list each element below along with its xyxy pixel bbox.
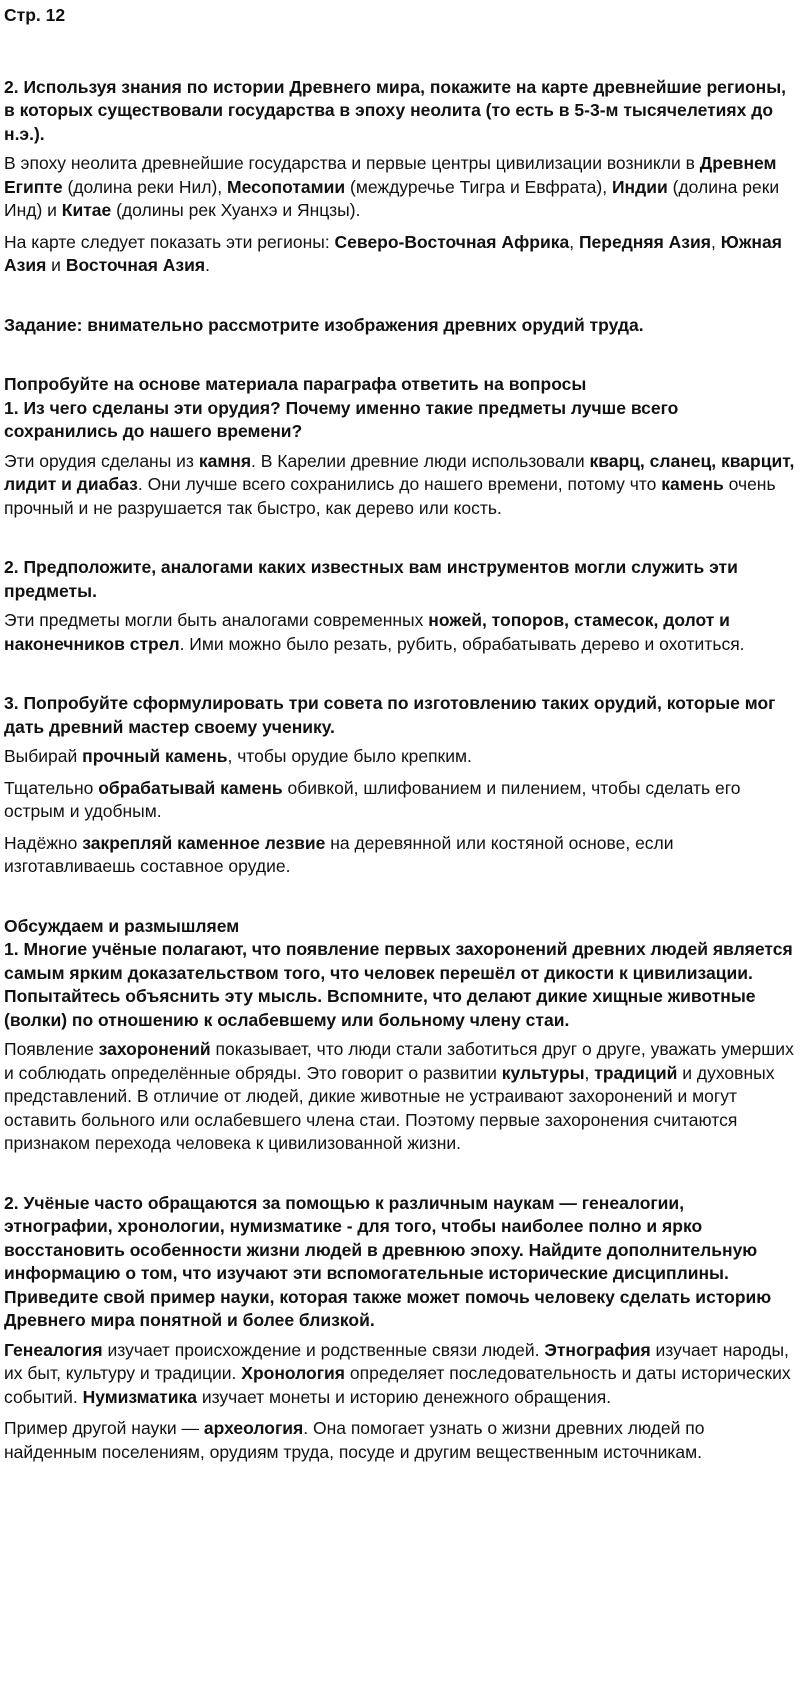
section-heading-tools: Попробуйте на основе материала параграфа ответить на вопросы bbox=[4, 374, 587, 394]
spacer bbox=[4, 223, 796, 231]
answer-discuss-2: Генеалогия изучает происхождение и родственные связи людей. Этнография изучает народы, их быт, культуру и традиции. Хронология определяет последовательность и даты исторических событий. Нумизматика изучает монеты и историю денежного обращения. bbox=[4, 1339, 791, 1407]
answer-regions-2: На карте следует показать эти регионы: Северо-Восточная Африка, Передняя Азия, Южная Азия и Восточная Азия. bbox=[4, 231, 782, 275]
question-tools-3: 3. Попробуйте сформулировать три совета по изготовлению таких орудий, которые мог дать древний мастер своему ученику. bbox=[4, 693, 776, 737]
spacer bbox=[4, 28, 796, 76]
answer-discuss-3: Пример другой науки — археология. Она помогает узнать о жизни древних людей по найденным поселениям, орудиям труда, посуде и другим вещественным источникам. bbox=[4, 1418, 705, 1462]
answer-tools-3-2: Тщательно обрабатывай камень обивкой, шлифованием и пилением, чтобы сделать его острым и удобным. bbox=[4, 777, 741, 821]
spacer bbox=[4, 656, 796, 692]
question-tools-2: 2. Предположите, аналогами каких известных вам инструментов могли служить эти предметы. bbox=[4, 557, 738, 601]
page-title: Стр. 12 bbox=[4, 5, 66, 25]
answer-tools-3-1: Выбирай прочный камень, чтобы орудие было крепким. bbox=[4, 746, 472, 766]
answer-tools-3-3: Надёжно закрепляй каменное лезвие на деревянной или костяной основе, если изготавливаешь составное орудие. bbox=[4, 832, 674, 876]
spacer bbox=[4, 278, 796, 314]
question-tools-1: 1. Из чего сделаны эти орудия? Почему именно такие предметы лучше всего сохранились до нашего времени? bbox=[4, 397, 679, 441]
task-text: Задание: внимательно рассмотрите изображения древних орудий труда. bbox=[4, 314, 644, 335]
section-heading-discuss: Обсуждаем и размышляем bbox=[4, 915, 240, 936]
spacer bbox=[4, 1409, 796, 1417]
spacer bbox=[4, 769, 796, 777]
answer-tools-2: Эти предметы могли быть аналогами современных ножей, топоров, стамесок, долот и наконечников стрел. Ими можно было резать, рубить, обрабатывать дерево и охотиться. bbox=[4, 610, 745, 654]
question-discuss-2: 2. Учёные часто обращаются за помощью к различным наукам — генеалогии, этнографии, хронологии, нумизматике - для того, чтобы наиболее полно и ярко восстановить особенности жизни людей в древнюю эпоху. Найдите дополнительную информацию о том, что изучают эти вспомогательные исторические дисциплины. Приведите свой пример науки, которая также может помочь человеку сделать историю Древнего мира понятной и более близкой. bbox=[4, 1192, 772, 1330]
spacer bbox=[4, 337, 796, 373]
question-regions: 2. Используя знания по истории Древнего мира, покажите на карте древнейшие регионы, в которых существовали государства в эпоху неолита (то есть в 5-3-м тысячелетиях до н.э.). bbox=[4, 76, 787, 144]
spacer bbox=[4, 520, 796, 556]
answer-tools-1: Эти орудия сделаны из камня. В Карелии древние люди использовали кварц, сланец, кварцит, лидит и диабаз. Они лучше всего сохранились до нашего времени, потому что камень очень прочный и не разрушается так быстро, как дерево или кость. bbox=[4, 450, 795, 518]
answer-regions-1: В эпоху неолита древнейшие государства и первые центры цивилизации возникли в Древнем Египте (долина реки Нил), Месопотамии (междуречье Тигра и Евфрата), Индии (долина реки Инд) и Китае (долины рек Хуанхэ и Янцзы). bbox=[4, 153, 780, 220]
question-discuss-1: 1. Многие учёные полагают, что появление первых захоронений древних людей является самым ярким доказательством того, что человек перешёл от дикости к цивилизации. Попытайтесь объяснить эту мысль. Вспомните, что делают дикие хищные животные (волки) по отношению к ослабевшему или больному члену стаи. bbox=[4, 939, 793, 1030]
answer-discuss-1: Появление захоронений показывает, что люди стали заботиться друг о друге, уважать умерших и соблюдать определённые обряды. Это говорит о развитии культуры, традиций и духовных представлений. В отличие от людей, дикие животные не устраивают захоронений и могут оставить больного или ослабевшего члена стаи. Поэтому первые захоронения считаются признаком перехода человека к цивилизованной жизни. bbox=[4, 1039, 794, 1153]
spacer bbox=[4, 824, 796, 832]
spacer bbox=[4, 879, 796, 915]
spacer bbox=[4, 1156, 796, 1192]
